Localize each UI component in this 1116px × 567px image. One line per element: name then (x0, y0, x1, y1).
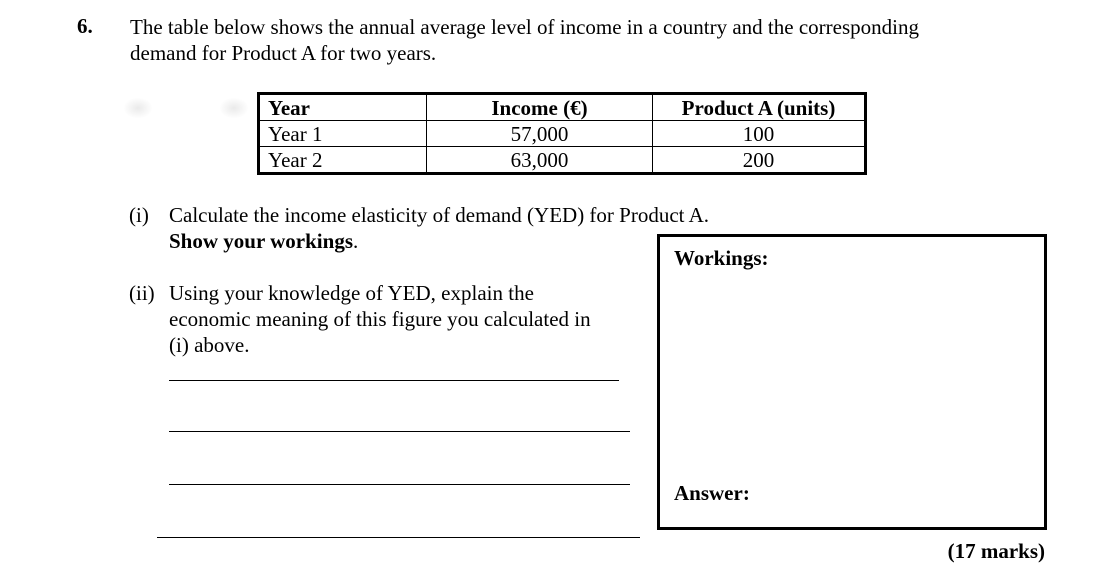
cell-income: 63,000 (427, 147, 653, 174)
marks-total: (17 marks) (947, 539, 1045, 563)
part-ii-text (169, 280, 591, 358)
table-header-row (259, 94, 866, 121)
cell-year: Year 1 (259, 121, 427, 147)
show-workings-instruction: Show your workings (169, 229, 353, 253)
intro-line-2: demand for Product A for two years. (130, 41, 437, 65)
cell-income: 57,000 (427, 121, 653, 147)
table-row (259, 121, 866, 147)
answer-line[interactable] (169, 380, 619, 381)
part-ii-line-1: Using your knowledge of YED, explain the (169, 281, 534, 305)
header-product-a: Product A (units) (653, 94, 866, 121)
intro-line-1: The table below shows the annual average level of income in a country and the corresponding (130, 15, 919, 39)
part-i-label: (i) (129, 203, 149, 227)
answer-line[interactable] (157, 537, 640, 538)
scan-smudge-mark (124, 98, 152, 118)
cell-product-a: 100 (653, 121, 866, 147)
cell-year: Year 2 (259, 147, 427, 174)
question-number: 6. (77, 14, 93, 38)
header-year: Year (259, 94, 427, 121)
part-i-line-2-suffix: . (353, 229, 359, 253)
table-row (259, 147, 866, 174)
answer-line[interactable] (169, 431, 630, 432)
part-ii-line-2: economic meaning of this figure you calculated in (169, 307, 591, 331)
scan-smudge-mark (220, 98, 248, 118)
part-i-line-2 (169, 228, 709, 254)
part-ii-label: (ii) (129, 281, 155, 305)
part-i-text (169, 202, 709, 254)
question-intro (130, 14, 1030, 66)
part-ii-line-3: (i) above. (169, 333, 250, 357)
part-i-line-1: Calculate the income elasticity of demand (YED) for Product A. (169, 203, 710, 227)
income-demand-table (257, 92, 867, 175)
answer-line[interactable] (169, 484, 630, 485)
header-income: Income (€) (427, 94, 653, 121)
workings-label: Workings: (674, 246, 769, 270)
answer-label: Answer: (674, 481, 750, 505)
part-ii (129, 280, 629, 360)
cell-product-a: 200 (653, 147, 866, 174)
workings-box[interactable] (657, 234, 1047, 530)
